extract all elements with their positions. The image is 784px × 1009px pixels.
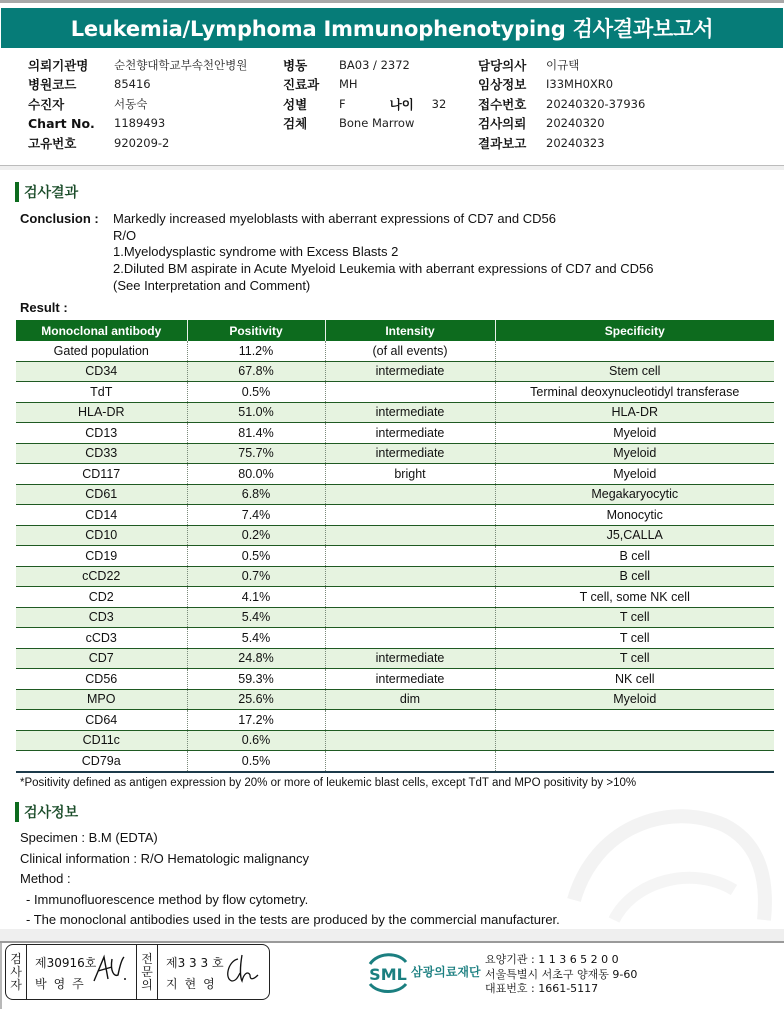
info-row-hospital-code [28, 75, 247, 95]
chart-no-value: 1189493 [114, 116, 166, 131]
clinical-info-value: I33MH0XR0 [546, 77, 614, 92]
footer-band [0, 929, 784, 941]
antibody-cell: CD61 [16, 484, 187, 505]
specificity-cell [495, 341, 774, 361]
specificity-cell: Terminal deoxynucleotidyl transferase [495, 382, 774, 403]
positivity-cell: 0.7% [187, 566, 325, 587]
result-label: Result : [20, 300, 68, 315]
info-row-report-date [478, 133, 645, 153]
intensity-cell: bright [325, 464, 495, 485]
info-row-doctor [478, 55, 645, 75]
positivity-cell: 5.4% [187, 628, 325, 649]
info-label: 검사의뢰 [478, 116, 527, 132]
request-date-value: 20240320 [546, 116, 605, 131]
patient-info-column-3 [478, 55, 645, 153]
conclusion-line: 1.Myelodysplastic syndrome with Excess Blasts 2 [113, 244, 399, 260]
info-label: 고유번호 [28, 135, 77, 151]
specificity-cell: J5,CALLA [495, 525, 774, 546]
results-table-body [16, 341, 774, 772]
label-char: 자 [10, 977, 22, 992]
label-char: 전 [141, 951, 153, 966]
table-row [16, 505, 774, 526]
organization-code: 요양기관 : 1 1 3 6 5 2 0 0 [485, 953, 619, 966]
institution-value: 순천향대학교부속천안병원 [114, 57, 248, 72]
conclusion-line: Markedly increased myeloblasts with aberrant expressions of CD7 and CD56 [113, 211, 556, 226]
table-row [16, 628, 774, 649]
info-label: 검체 [283, 116, 308, 132]
test-info-block [20, 828, 560, 931]
table-row [16, 607, 774, 628]
positivity-cell: 17.2% [187, 710, 325, 731]
table-row [16, 669, 774, 690]
report-title: Leukemia/Lymphoma Immunophenotyping 검사결과보고서 [70, 17, 714, 41]
table-row [16, 341, 774, 361]
antibody-cell: CD2 [16, 587, 187, 608]
specialist-label [137, 945, 158, 999]
specimen-line: Specimen : B.M (EDTA) [20, 830, 158, 845]
examiner-license: 제30916호 [35, 956, 97, 970]
specificity-cell: T cell [495, 607, 774, 628]
table-row [16, 648, 774, 669]
table-row [16, 566, 774, 587]
specificity-cell: Monocytic [495, 505, 774, 526]
examiner-name: 박영주 [35, 977, 91, 991]
table-row [16, 361, 774, 382]
table-row [16, 587, 774, 608]
examiner-label [6, 945, 27, 999]
intensity-cell [325, 751, 495, 772]
positivity-cell: 0.5% [187, 546, 325, 567]
conclusion-text [113, 211, 763, 294]
info-row-request-date [478, 114, 645, 134]
intensity-cell: intermediate [325, 423, 495, 444]
specialist-signature-icon [222, 951, 262, 987]
antibody-cell: CD10 [16, 525, 187, 546]
positivity-cell: 67.8% [187, 361, 325, 382]
patient-info-column-2 [283, 55, 446, 133]
info-label: 담당의사 [478, 57, 527, 73]
table-row [16, 730, 774, 751]
specificity-cell: Stem cell [495, 361, 774, 382]
info-label: 병동 [283, 57, 308, 73]
antibody-cell: cCD22 [16, 566, 187, 587]
info-row-patient [28, 94, 247, 114]
antibody-cell: CD19 [16, 546, 187, 567]
section-marker [15, 802, 19, 822]
specificity-cell: Myeloid [495, 689, 774, 710]
intensity-cell: intermediate [325, 648, 495, 669]
table-row [16, 546, 774, 567]
positivity-cell: 0.5% [187, 382, 325, 403]
positivity-cell: 11.2% [187, 341, 325, 361]
table-row [16, 484, 774, 505]
specificity-cell: B cell [495, 566, 774, 587]
intensity-cell: intermediate [325, 361, 495, 382]
info-row-receipt-no [478, 94, 645, 114]
specificity-cell: B cell [495, 546, 774, 567]
info-label: 병원코드 [28, 77, 77, 93]
antibody-cell: CD3 [16, 607, 187, 628]
antibody-cell: CD11c [16, 730, 187, 751]
specimen-value: Bone Marrow [339, 116, 415, 131]
method-line: - The monoclonal antibodies used in the tests are produced by the commercial manufacturer. [26, 912, 560, 927]
antibody-cell: CD33 [16, 443, 187, 464]
method-label: Method : [20, 871, 71, 886]
specialist-cell [158, 945, 268, 999]
hospital-code-value: 85416 [114, 77, 151, 92]
positivity-cell: 81.4% [187, 423, 325, 444]
positivity-cell: 4.1% [187, 587, 325, 608]
antibody-cell: CD34 [16, 361, 187, 382]
info-label: 의뢰기관명 [28, 57, 89, 73]
intensity-cell [325, 566, 495, 587]
positivity-cell: 25.6% [187, 689, 325, 710]
top-border [0, 0, 784, 3]
positivity-cell: 0.5% [187, 751, 325, 772]
table-row [16, 423, 774, 444]
report-date-value: 20240323 [546, 135, 605, 150]
antibody-cell: TdT [16, 382, 187, 403]
results-section-title [15, 182, 78, 202]
info-label: 성별 [283, 96, 308, 112]
organization-phone: 대표번호 : 1661-5117 [485, 982, 599, 995]
positivity-cell: 0.2% [187, 525, 325, 546]
intensity-cell [325, 607, 495, 628]
table-row [16, 464, 774, 485]
specificity-cell [495, 751, 774, 772]
table-row [16, 751, 774, 772]
doctor-value: 이규택 [546, 57, 580, 72]
info-label: Chart No. [28, 115, 95, 131]
positivity-cell: 51.0% [187, 402, 325, 423]
divider-band [0, 166, 784, 170]
specificity-cell: Myeloid [495, 464, 774, 485]
table-row [16, 525, 774, 546]
receipt-no-value: 20240320-37936 [546, 96, 646, 111]
header-intensity: Intensity [325, 320, 495, 341]
info-row-sex-age [283, 94, 446, 114]
positivity-cell: 5.4% [187, 607, 325, 628]
table-row [16, 689, 774, 710]
intensity-cell [325, 730, 495, 751]
specificity-cell: T cell, some NK cell [495, 587, 774, 608]
antibody-cell: CD56 [16, 669, 187, 690]
organization-name: 삼광의료재단 [411, 965, 481, 979]
intensity-cell [325, 505, 495, 526]
antibody-cell: CD7 [16, 648, 187, 669]
section-marker [15, 182, 19, 202]
intensity-cell [325, 628, 495, 649]
conclusion-line: 2.Diluted BM aspirate in Acute Myeloid Leukemia with aberrant expressions of CD7 and CD56 [113, 261, 654, 277]
antibody-cell: MPO [16, 689, 187, 710]
report-title-banner [1, 8, 783, 48]
intensity-cell [325, 484, 495, 505]
positivity-cell: 0.6% [187, 730, 325, 751]
sml-logo-icon [364, 950, 412, 996]
positivity-cell: 6.8% [187, 484, 325, 505]
footer-border [0, 941, 784, 943]
intensity-cell: intermediate [325, 443, 495, 464]
antibody-cell: CD64 [16, 710, 187, 731]
positivity-cell: 59.3% [187, 669, 325, 690]
method-line: - Immunofluorescence method by flow cytometry. [26, 891, 309, 907]
test-info-title-text: 검사정보 [24, 805, 79, 821]
ward-value: BA03 / 2372 [339, 57, 410, 72]
signature-stamp [5, 944, 270, 1000]
organization-details [485, 953, 637, 997]
unique-id-value: 920209-2 [114, 135, 170, 150]
antibody-cell: cCD3 [16, 628, 187, 649]
info-row-specimen [283, 114, 446, 134]
info-label: 임상정보 [478, 77, 527, 93]
specialist-name: 지현영 [166, 977, 222, 991]
label-char: 사 [10, 964, 22, 979]
specificity-cell: T cell [495, 648, 774, 669]
age-value: 32 [431, 96, 447, 111]
patient-info-column-1 [28, 55, 247, 153]
positivity-footnote: *Positivity defined as antigen expression by 20% or more of leukemic blast cells, except TdT and MPO positivity by >10% [20, 777, 637, 789]
info-label: 접수번호 [478, 96, 527, 112]
intensity-cell [325, 546, 495, 567]
results-title-text: 검사결과 [24, 185, 79, 201]
label-char: 의 [141, 977, 153, 992]
table-row [16, 443, 774, 464]
intensity-cell [325, 525, 495, 546]
age-label: 나이 [389, 96, 414, 112]
specificity-cell: T cell [495, 628, 774, 649]
test-info-section-title [15, 802, 78, 822]
specificity-cell [495, 710, 774, 731]
intensity-cell [325, 587, 495, 608]
specificity-cell: NK cell [495, 669, 774, 690]
antibody-cell: CD117 [16, 464, 187, 485]
specificity-cell [495, 730, 774, 751]
specificity-cell: Myeloid [495, 423, 774, 444]
conclusion-label: Conclusion : [20, 211, 99, 226]
examiner-signature-icon [90, 951, 130, 987]
table-row [16, 402, 774, 423]
conclusion-line: (See Interpretation and Comment) [113, 277, 311, 293]
info-row-unique-id [28, 133, 247, 153]
table-row [16, 710, 774, 731]
intensity-cell [325, 382, 495, 403]
positivity-cell: 24.8% [187, 648, 325, 669]
specificity-cell: Myeloid [495, 443, 774, 464]
intensity-cell: intermediate [325, 402, 495, 423]
info-label: 결과보고 [478, 135, 527, 151]
info-label: 진료과 [283, 77, 320, 93]
clinical-info-line: Clinical information : R/O Hematologic malignancy [20, 850, 310, 866]
conclusion-line: R/O [113, 227, 137, 243]
specificity-cell: Megakaryocytic [495, 484, 774, 505]
results-table [16, 320, 774, 773]
department-value: MH [339, 77, 358, 92]
info-row-clinical-info [478, 75, 645, 95]
info-row-institution [28, 55, 247, 75]
header-antibody: Monoclonal antibody [16, 320, 187, 341]
positivity-cell: 80.0% [187, 464, 325, 485]
sml-logo-text: SML [369, 965, 407, 984]
info-row-department [283, 75, 446, 95]
organization-address: 서울특별시 서초구 양재동 9-60 [485, 967, 638, 981]
patient-name-value: 서동숙 [114, 96, 148, 111]
positivity-cell: 7.4% [187, 505, 325, 526]
footer-left-border [0, 943, 2, 1009]
table-row [16, 382, 774, 403]
watermark-logo-icon [554, 770, 784, 930]
antibody-cell: HLA-DR [16, 402, 187, 423]
antibody-cell: CD13 [16, 423, 187, 444]
info-row-chart-no [28, 114, 247, 134]
positivity-cell: 75.7% [187, 443, 325, 464]
info-label: 수진자 [28, 96, 65, 112]
table-header-row [16, 320, 774, 341]
examiner-cell [27, 945, 137, 999]
label-char: 문 [141, 964, 153, 979]
header-specificity: Specificity [495, 320, 774, 341]
sex-value: F [339, 96, 346, 111]
intensity-cell: intermediate [325, 669, 495, 690]
intensity-cell: (of all events) [325, 341, 495, 361]
intensity-cell: dim [325, 689, 495, 710]
antibody-cell: CD14 [16, 505, 187, 526]
label-char: 검 [10, 951, 22, 966]
header-positivity: Positivity [187, 320, 325, 341]
specificity-cell: HLA-DR [495, 402, 774, 423]
intensity-cell [325, 710, 495, 731]
antibody-cell: CD79a [16, 751, 187, 772]
specialist-license: 제3 3 3 호 [166, 956, 224, 970]
info-row-ward [283, 55, 446, 75]
antibody-cell: Gated population [16, 341, 187, 361]
